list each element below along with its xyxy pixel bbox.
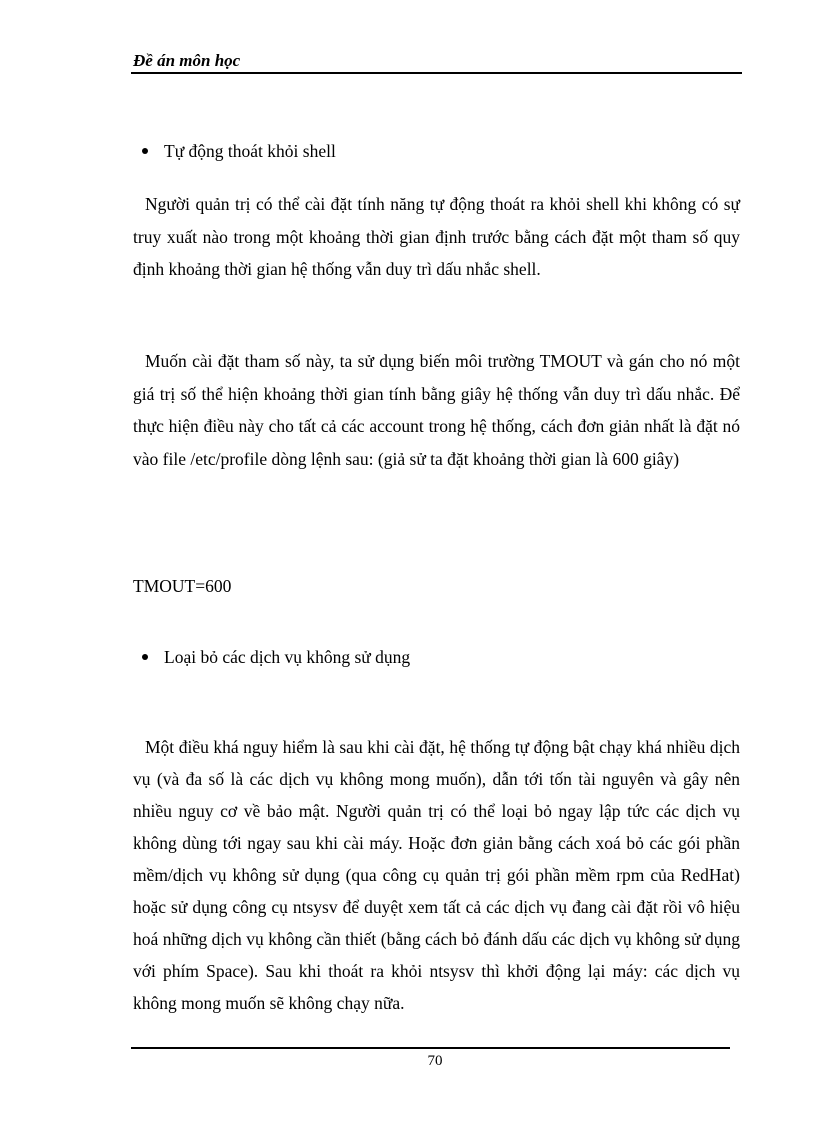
bullet-icon (142, 654, 148, 660)
bullet-heading-remove-services (142, 646, 410, 668)
paragraph-remove-services: Một điều khá nguy hiểm là sau khi cài đặt, hệ thống tự động bật chạy khá nhiều dịch vụ (và đa số là các dịch vụ không mong muốn), dẫn tới tốn tài nguyên và gây nên nhiều nguy cơ về bảo mật. Người quản trị có thể loại bỏ ngay lập tức các dịch vụ không dùng tới ngay sau khi cài máy. Hoặc đơn giản bằng cách xoá bỏ các gói phần mềm/dịch vụ không sử dụng (qua công cụ quản trị gói phần mềm rpm của RedHat) hoặc sử dụng công cụ ntsysv để duyệt xem tất cả các dịch vụ đang cài đặt rồi vô hiệu hoá những dịch vụ không cần thiết (bằng cách bỏ đánh dấu các dịch vụ không sử dụng với phím Space). Sau khi thoát ra khỏi ntsysv thì khởi động lại máy: các dịch vụ không mong muốn sẽ không chạy nữa. (133, 737, 740, 1013)
heading-text: Tự động thoát khỏi shell (164, 141, 336, 161)
paragraph-auto-logout-intro: Người quản trị có thể cài đặt tính năng tự động thoát ra khỏi shell khi không có sự truy xuất nào trong một khoảng thời gian định trước bằng cách đặt một tham số quy định khoảng thời gian hệ thống vẫn duy trì dấu nhắc shell. (133, 194, 740, 279)
header-title: Đề án môn học (133, 51, 241, 70)
page-number: 70 (427, 1053, 443, 1069)
footer-rule (131, 1047, 730, 1049)
code-line-tmout: TMOUT=600 (133, 576, 232, 596)
heading-text: Loại bỏ các dịch vụ không sử dụng (164, 647, 411, 667)
header-rule (131, 72, 742, 74)
paragraph-tmout-usage: Muốn cài đặt tham số này, ta sử dụng biến môi trường TMOUT và gán cho nó một giá trị số thể hiện khoảng thời gian tính bằng giây hệ thống vẫn duy trì dấu nhắc. Để thực hiện điều này cho tất cả các account trong hệ thống, cách đơn giản nhất là đặt nó vào file /etc/profile dòng lệnh sau: (giả sử ta đặt khoảng thời gian là 600 giây) (133, 351, 740, 469)
bullet-heading-auto-logout (142, 140, 336, 162)
bullet-icon (142, 148, 148, 154)
